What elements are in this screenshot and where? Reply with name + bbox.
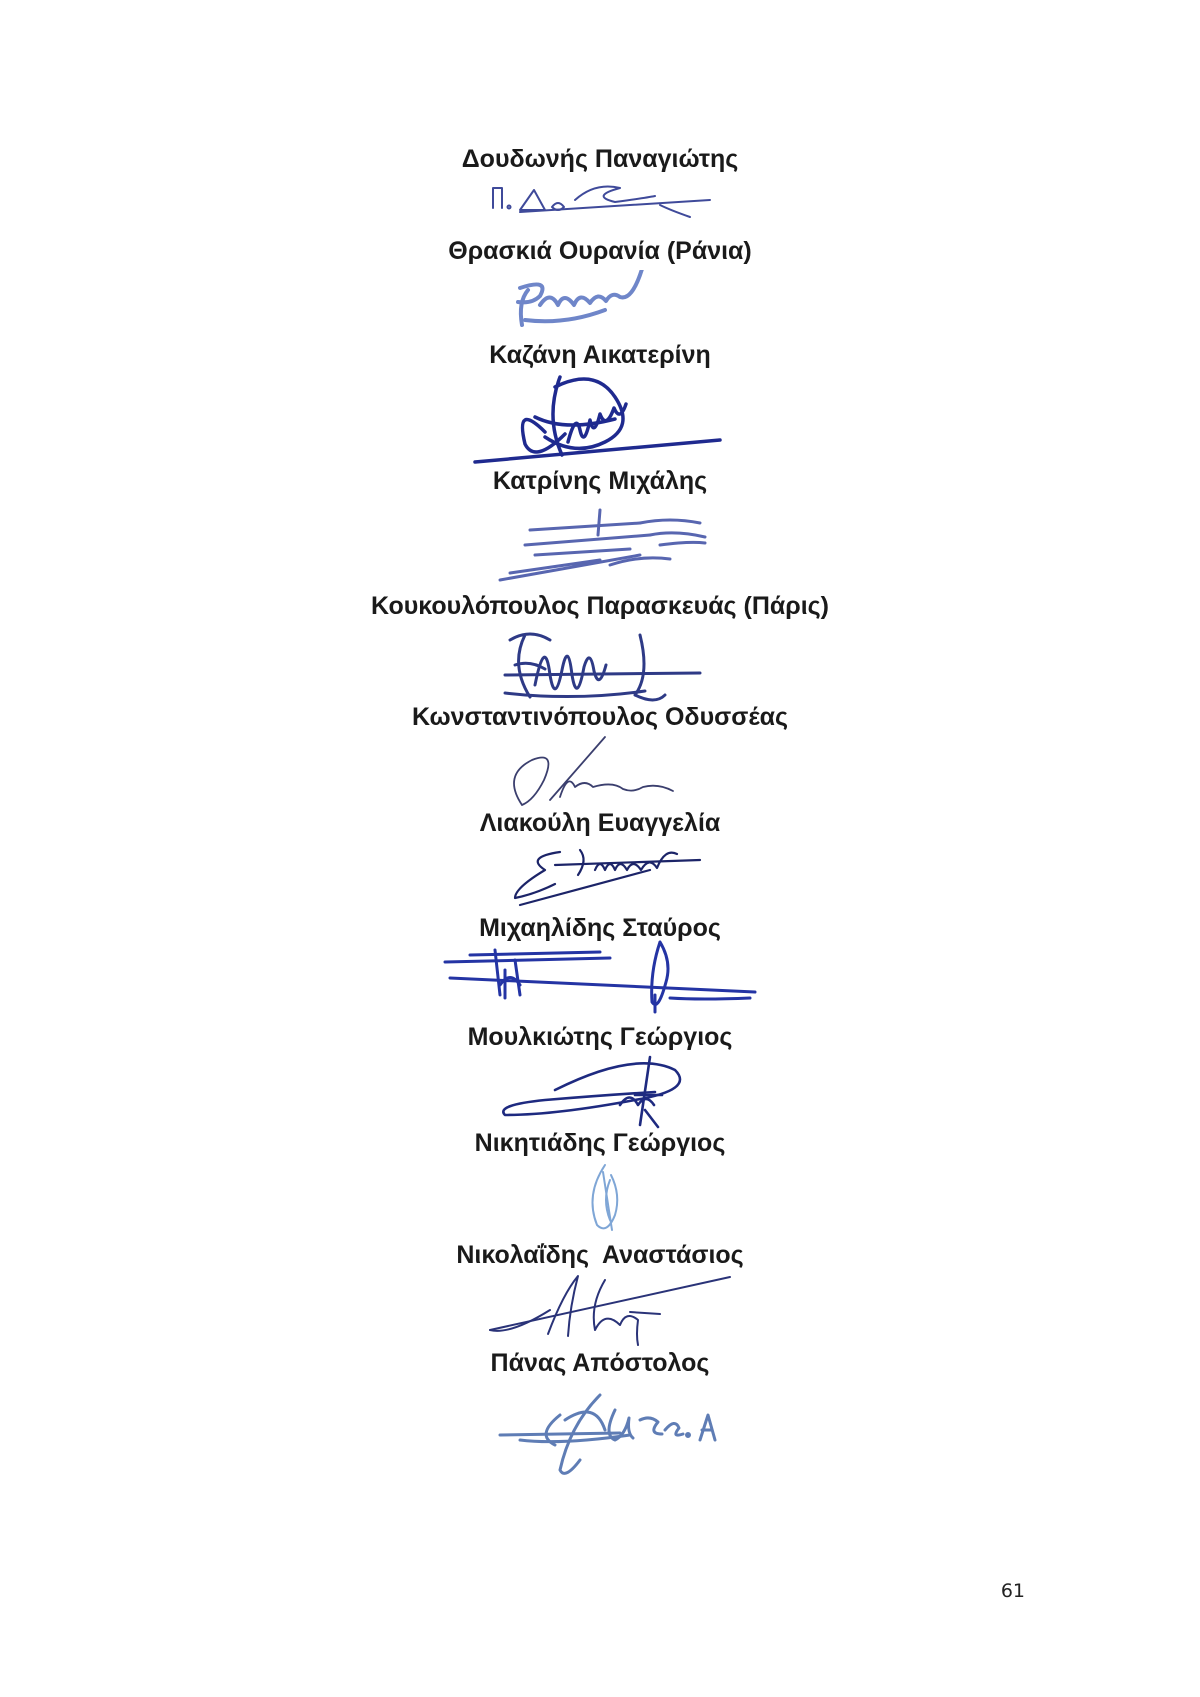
signature-8	[0, 940, 1200, 1015]
signature-2	[0, 270, 1200, 335]
signatory-name: Κωνσταντινόπουλος Οδυσσέας	[411, 703, 788, 731]
signatory-name: Θρασκιά Ουρανία (Ράνια)	[448, 237, 752, 265]
signatory-name: Πάνας Απόστολος	[490, 1349, 710, 1377]
signatory-name: Μιχαηλίδης Σταύρος	[479, 914, 721, 942]
signatory-name: Μουλκιώτης Γεώργιος	[467, 1023, 733, 1051]
signatory-name: Κατρίνης Μιχάλης	[492, 467, 708, 495]
signatory-name: Νικολαΐδης Αναστάσιος	[456, 1241, 744, 1269]
signatory-name: Λιακούλη Ευαγγελία	[479, 809, 721, 837]
signatory-name: Δουδωνής Παναγιώτης	[461, 145, 739, 173]
signature-4	[0, 505, 1200, 585]
signature-3	[0, 372, 1200, 467]
page-number: 61	[1000, 1580, 1025, 1602]
signature-12	[0, 1385, 1200, 1480]
signature-9	[0, 1055, 1200, 1130]
signature-5	[0, 625, 1200, 705]
signatory-name: Καζάνη Αικατερίνη	[489, 341, 711, 369]
signature-10	[0, 1160, 1200, 1235]
signature-6	[0, 735, 1200, 815]
signatory-name: Κουκουλόπουλος Παρασκευάς (Πάρις)	[370, 592, 829, 620]
signature-11	[0, 1272, 1200, 1352]
signatory-name: Νικητιάδης Γεώργιος	[474, 1129, 726, 1157]
signature-7	[0, 840, 1200, 910]
signature-1	[0, 180, 1200, 230]
